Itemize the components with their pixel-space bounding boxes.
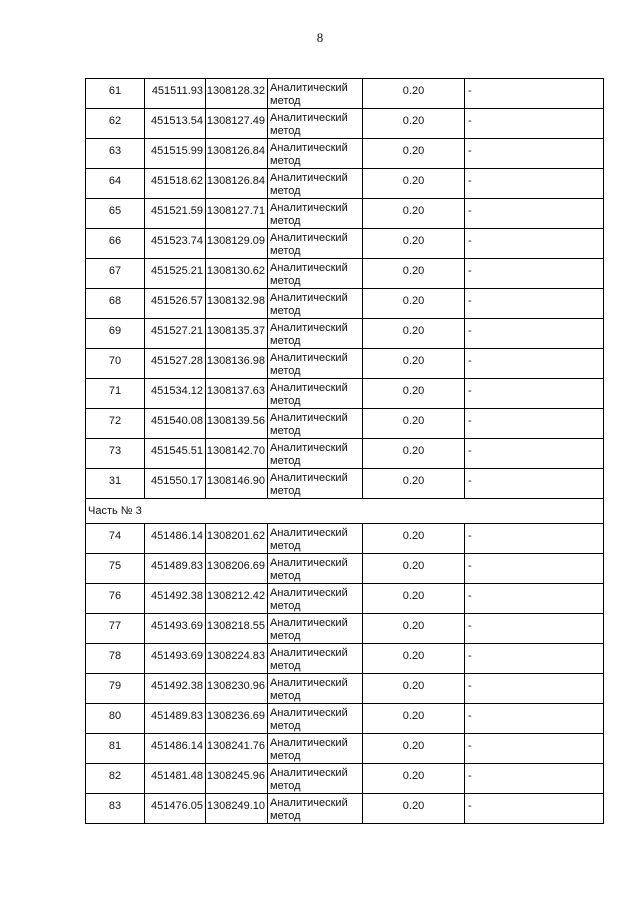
method-cell: Аналитический метод xyxy=(268,644,363,674)
x-coordinate-cell: 451492.38 xyxy=(145,674,206,704)
y-coordinate-cell: 1308206.69 xyxy=(206,554,268,584)
accuracy-cell: 0.20 xyxy=(363,614,465,644)
point-number-cell: 61 xyxy=(86,79,145,109)
note-cell: - xyxy=(465,584,604,614)
x-coordinate-cell: 451545.51 xyxy=(145,439,206,469)
accuracy-cell: 0.20 xyxy=(363,289,465,319)
method-cell: Аналитический метод xyxy=(268,409,363,439)
table-row xyxy=(86,584,604,614)
point-number-cell: 66 xyxy=(86,229,145,259)
point-number-cell: 73 xyxy=(86,439,145,469)
table-row xyxy=(86,469,604,499)
x-coordinate-cell: 451511.93 xyxy=(145,79,206,109)
method-cell: Аналитический метод xyxy=(268,259,363,289)
x-coordinate-cell: 451527.28 xyxy=(145,349,206,379)
x-coordinate-cell: 451492.38 xyxy=(145,584,206,614)
note-cell: - xyxy=(465,674,604,704)
note-cell: - xyxy=(465,319,604,349)
section-row xyxy=(86,499,604,524)
table-row xyxy=(86,109,604,139)
method-cell: Аналитический метод xyxy=(268,319,363,349)
x-coordinate-cell: 451540.08 xyxy=(145,409,206,439)
accuracy-cell: 0.20 xyxy=(363,704,465,734)
accuracy-cell: 0.20 xyxy=(363,554,465,584)
table-row xyxy=(86,794,604,824)
point-number-cell: 82 xyxy=(86,764,145,794)
point-number-cell: 67 xyxy=(86,259,145,289)
y-coordinate-cell: 1308127.71 xyxy=(206,199,268,229)
table-row xyxy=(86,199,604,229)
x-coordinate-cell: 451493.69 xyxy=(145,644,206,674)
method-cell: Аналитический метод xyxy=(268,169,363,199)
x-coordinate-cell: 451476.05 xyxy=(145,794,206,824)
point-number-cell: 83 xyxy=(86,794,145,824)
x-coordinate-cell: 451515.99 xyxy=(145,139,206,169)
note-cell: - xyxy=(465,734,604,764)
table-row xyxy=(86,524,604,554)
point-number-cell: 74 xyxy=(86,524,145,554)
note-cell: - xyxy=(465,199,604,229)
note-cell: - xyxy=(465,469,604,499)
accuracy-cell: 0.20 xyxy=(363,139,465,169)
table-row xyxy=(86,289,604,319)
y-coordinate-cell: 1308135.37 xyxy=(206,319,268,349)
point-number-cell: 31 xyxy=(86,469,145,499)
point-number-cell: 62 xyxy=(86,109,145,139)
accuracy-cell: 0.20 xyxy=(363,319,465,349)
note-cell: - xyxy=(465,79,604,109)
x-coordinate-cell: 451486.14 xyxy=(145,524,206,554)
note-cell: - xyxy=(465,109,604,139)
page-number: 8 xyxy=(316,30,324,45)
y-coordinate-cell: 1308230.96 xyxy=(206,674,268,704)
x-coordinate-cell: 451550.17 xyxy=(145,469,206,499)
x-coordinate-cell: 451493.69 xyxy=(145,614,206,644)
method-cell: Аналитический метод xyxy=(268,584,363,614)
method-cell: Аналитический метод xyxy=(268,289,363,319)
y-coordinate-cell: 1308132.98 xyxy=(206,289,268,319)
accuracy-cell: 0.20 xyxy=(363,469,465,499)
x-coordinate-cell: 451513.54 xyxy=(145,109,206,139)
point-number-cell: 69 xyxy=(86,319,145,349)
accuracy-cell: 0.20 xyxy=(363,439,465,469)
note-cell: - xyxy=(465,229,604,259)
note-cell: - xyxy=(465,349,604,379)
point-number-cell: 63 xyxy=(86,139,145,169)
point-number-cell: 64 xyxy=(86,169,145,199)
table-row xyxy=(86,259,604,289)
method-cell: Аналитический метод xyxy=(268,764,363,794)
section-label: Часть № 3 xyxy=(86,499,604,524)
note-cell: - xyxy=(465,764,604,794)
y-coordinate-cell: 1308142.70 xyxy=(206,439,268,469)
y-coordinate-cell: 1308127.49 xyxy=(206,109,268,139)
accuracy-cell: 0.20 xyxy=(363,379,465,409)
method-cell: Аналитический метод xyxy=(268,704,363,734)
point-number-cell: 81 xyxy=(86,734,145,764)
note-cell: - xyxy=(465,704,604,734)
accuracy-cell: 0.20 xyxy=(363,259,465,289)
method-cell: Аналитический метод xyxy=(268,109,363,139)
point-number-cell: 68 xyxy=(86,289,145,319)
method-cell: Аналитический метод xyxy=(268,139,363,169)
table-row xyxy=(86,79,604,109)
table-row xyxy=(86,139,604,169)
note-cell: - xyxy=(465,289,604,319)
y-coordinate-cell: 1308236.69 xyxy=(206,704,268,734)
table-row xyxy=(86,764,604,794)
accuracy-cell: 0.20 xyxy=(363,764,465,794)
method-cell: Аналитический метод xyxy=(268,199,363,229)
method-cell: Аналитический метод xyxy=(268,794,363,824)
accuracy-cell: 0.20 xyxy=(363,674,465,704)
note-cell: - xyxy=(465,794,604,824)
note-cell: - xyxy=(465,439,604,469)
table-row xyxy=(86,554,604,584)
x-coordinate-cell: 451525.21 xyxy=(145,259,206,289)
point-number-cell: 75 xyxy=(86,554,145,584)
point-number-cell: 79 xyxy=(86,674,145,704)
accuracy-cell: 0.20 xyxy=(363,109,465,139)
x-coordinate-cell: 451521.59 xyxy=(145,199,206,229)
y-coordinate-cell: 1308249.10 xyxy=(206,794,268,824)
accuracy-cell: 0.20 xyxy=(363,644,465,674)
y-coordinate-cell: 1308126.84 xyxy=(206,139,268,169)
table-row xyxy=(86,409,604,439)
x-coordinate-cell: 451489.83 xyxy=(145,554,206,584)
y-coordinate-cell: 1308245.96 xyxy=(206,764,268,794)
method-cell: Аналитический метод xyxy=(268,229,363,259)
x-coordinate-cell: 451518.62 xyxy=(145,169,206,199)
accuracy-cell: 0.20 xyxy=(363,199,465,229)
table-row xyxy=(86,644,604,674)
accuracy-cell: 0.20 xyxy=(363,584,465,614)
accuracy-cell: 0.20 xyxy=(363,349,465,379)
method-cell: Аналитический метод xyxy=(268,674,363,704)
y-coordinate-cell: 1308146.90 xyxy=(206,469,268,499)
accuracy-cell: 0.20 xyxy=(363,734,465,764)
point-number-cell: 70 xyxy=(86,349,145,379)
y-coordinate-cell: 1308129.09 xyxy=(206,229,268,259)
table-row xyxy=(86,379,604,409)
y-coordinate-cell: 1308212.42 xyxy=(206,584,268,614)
note-cell: - xyxy=(465,379,604,409)
x-coordinate-cell: 451523.74 xyxy=(145,229,206,259)
method-cell: Аналитический метод xyxy=(268,734,363,764)
accuracy-cell: 0.20 xyxy=(363,79,465,109)
y-coordinate-cell: 1308201.62 xyxy=(206,524,268,554)
note-cell: - xyxy=(465,169,604,199)
accuracy-cell: 0.20 xyxy=(363,229,465,259)
y-coordinate-cell: 1308126.84 xyxy=(206,169,268,199)
point-number-cell: 65 xyxy=(86,199,145,229)
x-coordinate-cell: 451489.83 xyxy=(145,704,206,734)
accuracy-cell: 0.20 xyxy=(363,409,465,439)
note-cell: - xyxy=(465,554,604,584)
x-coordinate-cell: 451534.12 xyxy=(145,379,206,409)
method-cell: Аналитический метод xyxy=(268,439,363,469)
method-cell: Аналитический метод xyxy=(268,614,363,644)
point-number-cell: 71 xyxy=(86,379,145,409)
point-number-cell: 78 xyxy=(86,644,145,674)
table-body-part-a xyxy=(86,79,604,499)
coordinates-table xyxy=(85,78,604,824)
method-cell: Аналитический метод xyxy=(268,469,363,499)
table-row xyxy=(86,674,604,704)
x-coordinate-cell: 451526.57 xyxy=(145,289,206,319)
table-row xyxy=(86,169,604,199)
note-cell: - xyxy=(465,259,604,289)
note-cell: - xyxy=(465,524,604,554)
method-cell: Аналитический метод xyxy=(268,524,363,554)
y-coordinate-cell: 1308128.32 xyxy=(206,79,268,109)
table-row xyxy=(86,704,604,734)
method-cell: Аналитический метод xyxy=(268,554,363,584)
section-header xyxy=(86,499,604,524)
point-number-cell: 72 xyxy=(86,409,145,439)
x-coordinate-cell: 451481.48 xyxy=(145,764,206,794)
method-cell: Аналитический метод xyxy=(268,379,363,409)
y-coordinate-cell: 1308218.55 xyxy=(206,614,268,644)
table-row xyxy=(86,734,604,764)
table-row xyxy=(86,349,604,379)
table-row xyxy=(86,319,604,349)
y-coordinate-cell: 1308241.76 xyxy=(206,734,268,764)
accuracy-cell: 0.20 xyxy=(363,524,465,554)
y-coordinate-cell: 1308137.63 xyxy=(206,379,268,409)
y-coordinate-cell: 1308139.56 xyxy=(206,409,268,439)
table-row xyxy=(86,229,604,259)
y-coordinate-cell: 1308224.83 xyxy=(206,644,268,674)
x-coordinate-cell: 451527.21 xyxy=(145,319,206,349)
note-cell: - xyxy=(465,644,604,674)
point-number-cell: 80 xyxy=(86,704,145,734)
table-row xyxy=(86,614,604,644)
method-cell: Аналитический метод xyxy=(268,79,363,109)
table-body-part-b xyxy=(86,524,604,824)
accuracy-cell: 0.20 xyxy=(363,169,465,199)
method-cell: Аналитический метод xyxy=(268,349,363,379)
x-coordinate-cell: 451486.14 xyxy=(145,734,206,764)
note-cell: - xyxy=(465,139,604,169)
point-number-cell: 77 xyxy=(86,614,145,644)
accuracy-cell: 0.20 xyxy=(363,794,465,824)
y-coordinate-cell: 1308136.98 xyxy=(206,349,268,379)
note-cell: - xyxy=(465,409,604,439)
point-number-cell: 76 xyxy=(86,584,145,614)
y-coordinate-cell: 1308130.62 xyxy=(206,259,268,289)
table-row xyxy=(86,439,604,469)
note-cell: - xyxy=(465,614,604,644)
